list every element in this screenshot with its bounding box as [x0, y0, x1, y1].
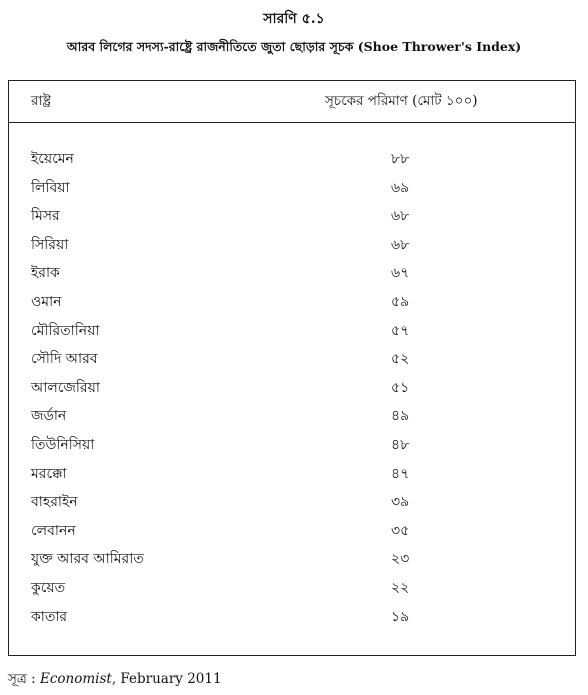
cell-value: ৫২	[391, 351, 410, 368]
table-row	[9, 349, 575, 378]
table-number: সারণি ৫.১	[263, 11, 325, 27]
cell-value: ২৩	[391, 551, 410, 568]
table-title: আরব লিগের সদস্য-রাষ্ট্রে রাজনীতিতে জুতা ছোড়ার সূচক (Shoe Thrower's Index)	[66, 39, 522, 54]
cell-value: ৬৮	[391, 236, 410, 253]
cell-country: সৌদি আরব	[31, 351, 98, 368]
cell-value: ৩৫	[391, 522, 410, 539]
table-row	[9, 378, 575, 407]
cell-value: ৮৮	[391, 151, 410, 167]
cell-value: ৫৭	[391, 322, 410, 339]
table-row	[9, 578, 575, 607]
cell-country: মরক্কো	[31, 465, 67, 482]
table-row	[9, 435, 575, 464]
cell-country: কাতার	[31, 608, 68, 625]
cell-country: কুয়েত	[31, 579, 66, 596]
table-row	[9, 607, 575, 636]
cell-value: ৫৯	[391, 293, 410, 310]
table-row	[9, 549, 575, 578]
table-row	[9, 235, 575, 264]
table-row	[9, 263, 575, 292]
cell-country: ইরাক	[31, 265, 60, 282]
cell-country: ওমান	[31, 293, 62, 310]
table-row	[9, 149, 575, 178]
cell-country: বাহরাইন	[31, 494, 78, 511]
cell-value: ১৯	[391, 608, 410, 625]
cell-value: ৪৭	[391, 465, 410, 482]
cell-value: ৬৯	[391, 179, 410, 196]
cell-country: ইয়েমেন	[31, 151, 74, 167]
table-row	[9, 178, 575, 207]
source-publication: Economist	[39, 671, 112, 687]
source-date: , February 2011	[111, 671, 222, 687]
cell-value: ২২	[391, 579, 410, 596]
header-country: রাষ্ট্র	[31, 93, 51, 109]
source-label: সূত্র :	[8, 671, 40, 687]
source-note	[8, 670, 222, 688]
table-row	[9, 464, 575, 493]
table-row	[9, 521, 575, 550]
table-row	[9, 321, 575, 350]
table-header-row	[9, 81, 575, 123]
cell-value: ৬৭	[391, 265, 410, 282]
cell-country: মিসর	[31, 208, 60, 225]
data-table	[8, 80, 576, 656]
header-value: সূচকের পরিমাণ (মোট ১০০)	[325, 93, 478, 109]
cell-value: ৫১	[391, 379, 410, 396]
cell-country: যুক্ত আরব আমিরাত	[31, 551, 144, 568]
cell-country: মৌরিতানিয়া	[31, 322, 100, 339]
table-row	[9, 492, 575, 521]
table-row	[9, 406, 575, 435]
cell-country: জর্ডান	[31, 408, 67, 425]
cell-country: তিউনিসিয়া	[31, 436, 95, 453]
cell-value: ৪৯	[391, 408, 410, 425]
table-body	[9, 149, 575, 635]
cell-value: ৩৯	[391, 494, 410, 511]
table-row	[9, 292, 575, 321]
table-row	[9, 206, 575, 235]
cell-country: লিবিয়া	[31, 179, 70, 196]
cell-country: আলজেরিয়া	[31, 379, 100, 396]
cell-country: লেবানন	[31, 522, 76, 539]
cell-value: ৬৮	[391, 208, 410, 225]
cell-country: সিরিয়া	[31, 236, 69, 253]
cell-value: ৪৮	[391, 436, 410, 453]
